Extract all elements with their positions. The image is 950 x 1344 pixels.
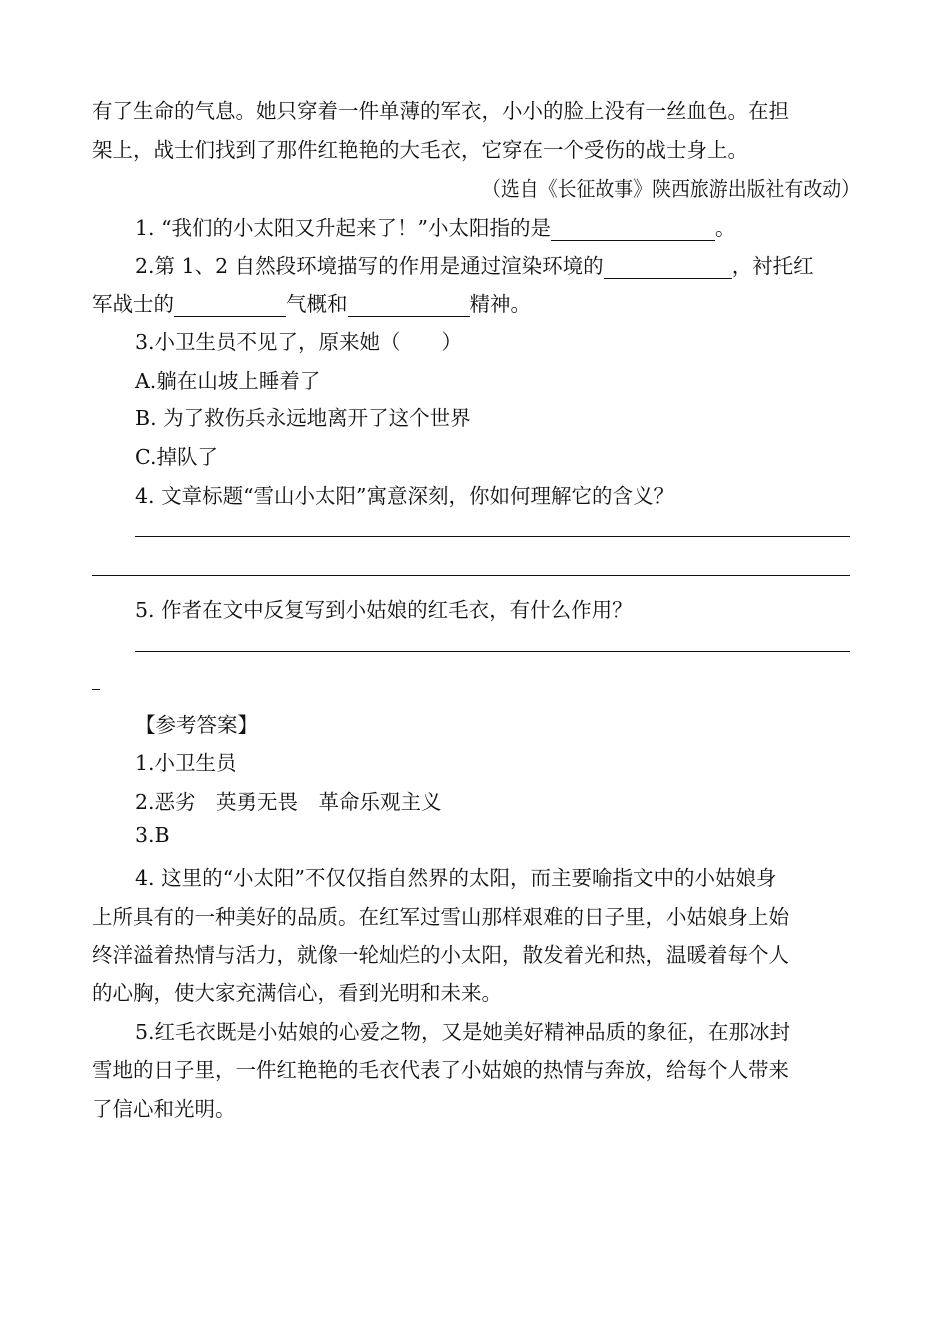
answer-4: 上所具有的一种美好的品质。在红军过雪山那样艰难的日子里，小姑娘身上始 bbox=[92, 905, 789, 929]
question-1-text: 1. “我们的小太阳又升起来了！”小太阳指的是 bbox=[135, 216, 552, 240]
option-a[interactable]: A.躺在山坡上睡着了 bbox=[135, 369, 321, 393]
answer-line-stub bbox=[92, 689, 100, 690]
passage-line: 架上，战士们找到了那件红艳艳的大毛衣，它穿在一个受伤的战士身上。 bbox=[92, 138, 748, 162]
question-2-text: ，衬托红 bbox=[731, 254, 814, 278]
answer-2: 2.恶劣 英勇无畏 革命乐观主义 bbox=[135, 790, 442, 814]
question-1-end: 。 bbox=[715, 216, 736, 240]
question-2-cont bbox=[92, 287, 531, 317]
question-5: 5. 作者在文中反复写到小姑娘的红毛衣，有什么作用？ bbox=[135, 598, 633, 622]
answer-5: 雪地的日子里，一件红艳艳的毛衣代表了小姑娘的热情与奔放，给每个人带来 bbox=[92, 1058, 789, 1082]
answer-blank[interactable] bbox=[604, 256, 732, 279]
source-citation: （选自《长征故事》陕西旅游出版社有改动） bbox=[482, 177, 861, 201]
answer-line[interactable] bbox=[135, 651, 850, 652]
question-2-text: 军战士的 bbox=[92, 292, 174, 316]
option-c[interactable]: C.掉队了 bbox=[135, 445, 218, 469]
answer-blank[interactable] bbox=[174, 294, 286, 317]
answer-4: 终洋溢着热情与活力，就像一轮灿烂的小太阳，散发着光和热，温暖着每个人 bbox=[92, 943, 789, 967]
answer-4: 4. 这里的“小太阳”不仅仅指自然界的太阳，而主要喻指文中的小姑娘身 bbox=[135, 866, 777, 890]
answer-line[interactable] bbox=[92, 575, 850, 576]
answer-blank[interactable] bbox=[551, 218, 715, 241]
answer-5: 了信心和光明。 bbox=[92, 1097, 236, 1121]
question-2-text: 精神。 bbox=[469, 292, 531, 316]
question-1 bbox=[135, 211, 736, 241]
answers-heading: 【参考答案】 bbox=[135, 713, 258, 737]
question-3: 3.小卫生员不见了，原来她（ ） bbox=[135, 330, 463, 354]
answer-3: 3.B bbox=[135, 823, 170, 847]
answer-4: 的心胸，使大家充满信心，看到光明和未来。 bbox=[92, 981, 502, 1005]
answer-line[interactable] bbox=[135, 536, 850, 537]
answer-blank[interactable] bbox=[348, 294, 470, 317]
option-b[interactable]: B. 为了救伤兵永远地离开了这个世界 bbox=[135, 406, 471, 430]
question-2 bbox=[135, 249, 814, 279]
question-4: 4. 文章标题“雪山小太阳”寓意深刻，你如何理解它的含义？ bbox=[135, 484, 675, 508]
question-2-text: 气概和 bbox=[286, 292, 348, 316]
question-2-text: 2.第 1、2 自然段环境描写的作用是通过渲染环境的 bbox=[135, 254, 604, 278]
answer-1: 1.小卫生员 bbox=[135, 751, 237, 775]
answer-5: 5.红毛衣既是小姑娘的心爱之物，又是她美好精神品质的象征，在那冰封 bbox=[135, 1020, 791, 1044]
passage-line: 有了生命的气息。她只穿着一件单薄的军衣，小小的脸上没有一丝血色。在担 bbox=[92, 99, 789, 123]
